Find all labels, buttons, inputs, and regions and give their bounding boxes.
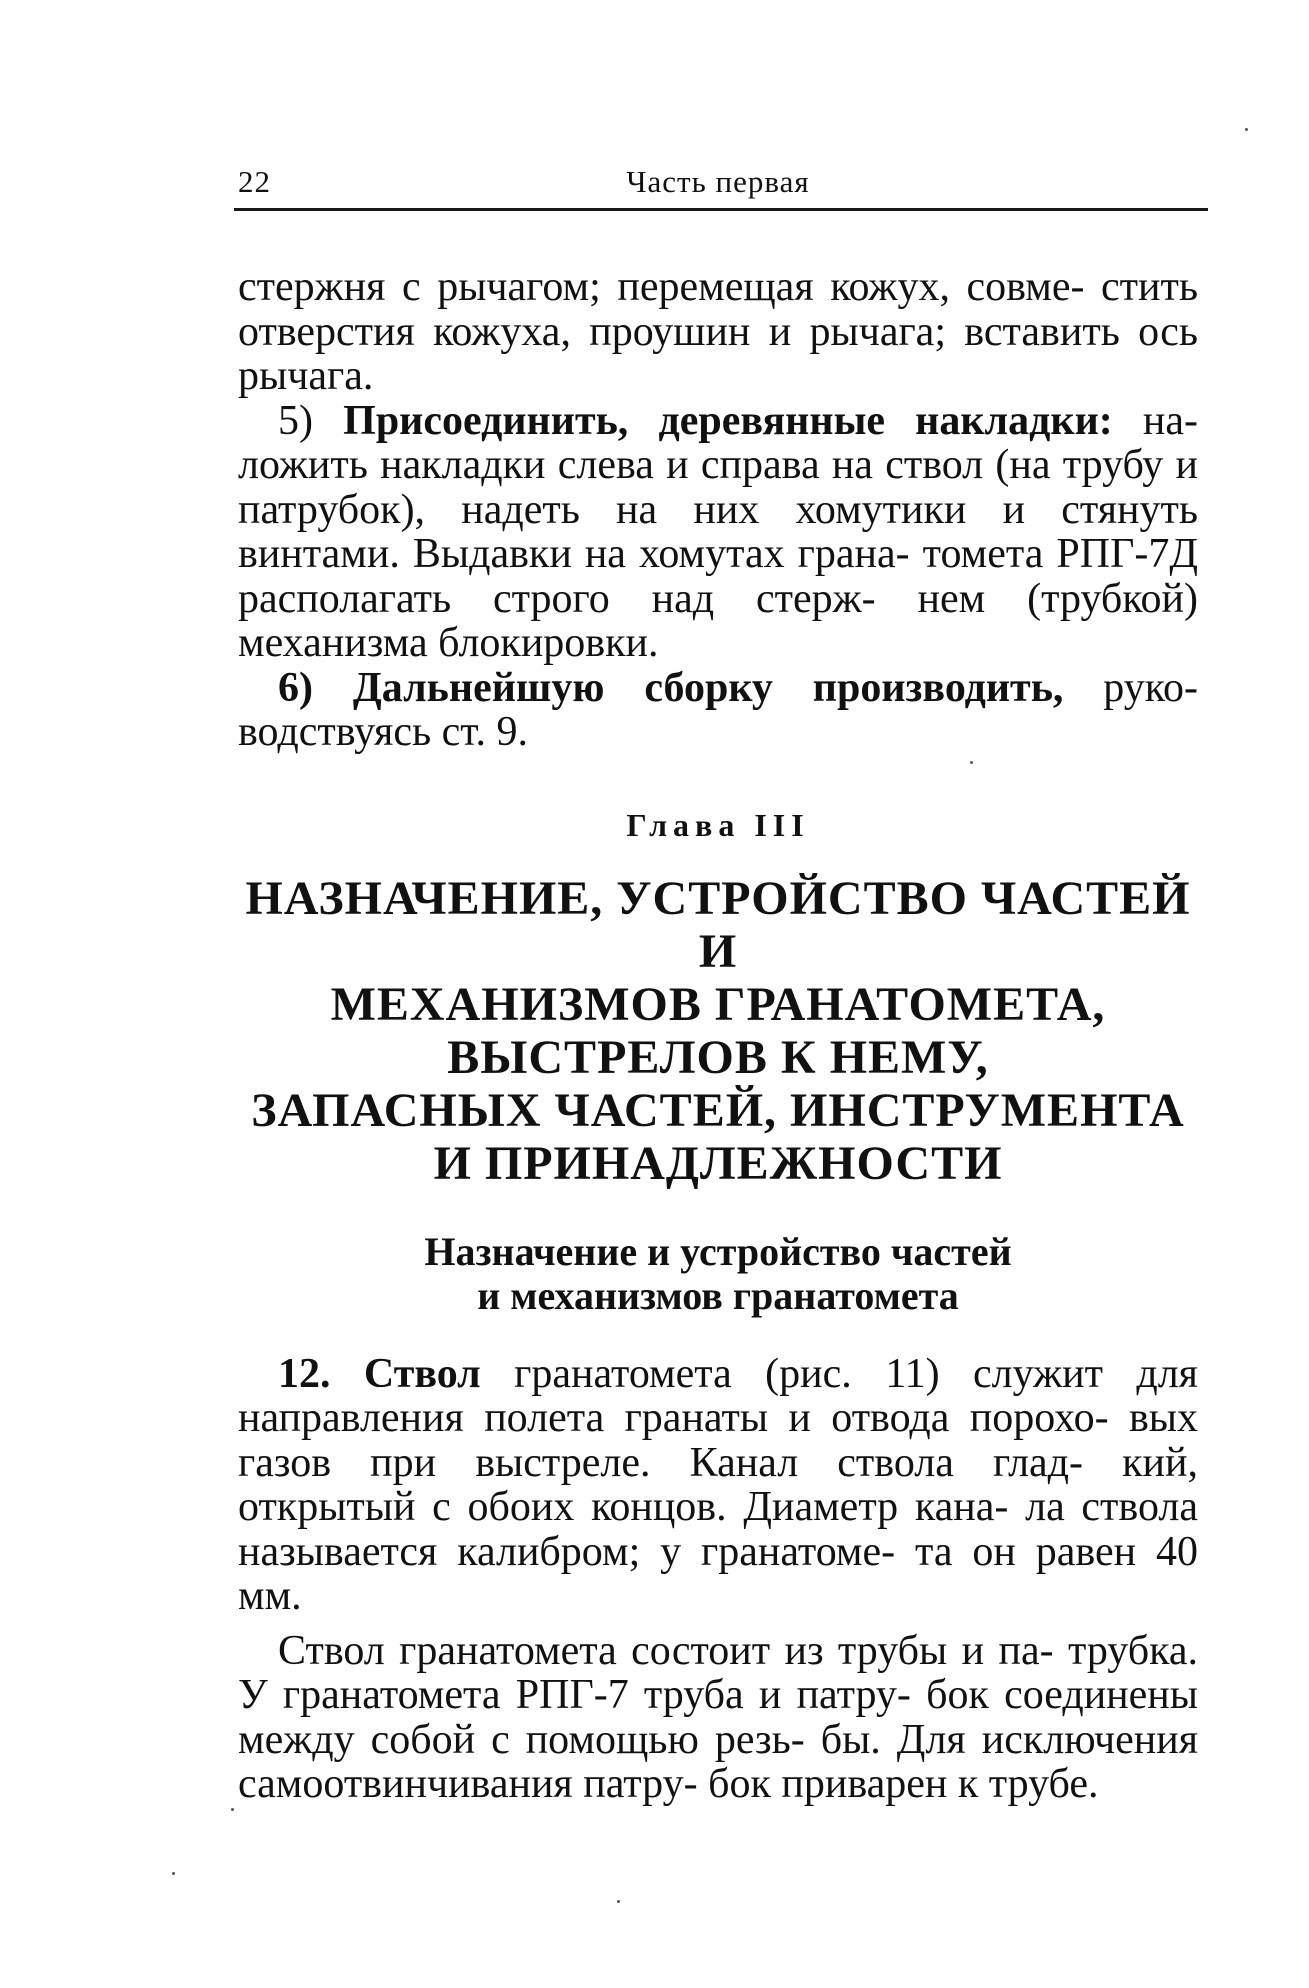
section-title (238, 1230, 1198, 1318)
text-line: трубка. У гранатомета РПГ-7 труба и патру- (238, 1627, 1198, 1718)
chapter-label: Глава III (626, 806, 810, 843)
paragraph-step-5 (238, 399, 1198, 666)
step-number: 5) (278, 397, 313, 444)
text-line: кий, открытый с обоих концов. Диаметр кана- (238, 1439, 1198, 1530)
text-line: руко- (1063, 664, 1198, 711)
step-heading: 6) Дальнейшую сборку производить, (278, 664, 1064, 711)
text-line: бы. Для исключения самоотвинчивания патру- (238, 1716, 1199, 1807)
section-text (238, 1352, 1198, 1807)
paragraph-step-6 (238, 666, 1198, 755)
section-title-line: Назначение и устройство частей (424, 1228, 1012, 1274)
page-number: 22 (238, 164, 271, 199)
text-line: трубу и патрубок), надеть на них хомутики и (238, 442, 1199, 533)
section-title-line: и механизмов гранатомета (477, 1272, 959, 1318)
scan-speck (970, 761, 973, 764)
running-head (238, 160, 1198, 200)
scan-speck (172, 1872, 175, 1875)
chapter-title-line: МЕХАНИЗМОВ ГРАНАТОМЕТА, (330, 977, 1106, 1031)
chapter-title-line: НАЗНАЧЕНИЕ, УСТРОЙСТВО ЧАСТЕЙ И (245, 871, 1191, 978)
book-page (238, 160, 1198, 1807)
text-line: та он равен 40 мм. (238, 1528, 1198, 1619)
step-heading: Присоединить, деревянные накладки: (343, 397, 1113, 444)
text-line: бок приварен к трубе. (708, 1761, 1099, 1807)
text-line: направления полета гранаты и отвода порохо- (238, 1395, 1109, 1441)
text-line: бок соединены между собой с помощью резь- (238, 1672, 1198, 1763)
paragraph-12 (238, 1352, 1198, 1619)
text-line: вставить ось рычага. (238, 308, 1198, 399)
chapter-title (238, 872, 1198, 1190)
scan-speck (1245, 128, 1248, 131)
paragraph-heading: 12. Ствол (278, 1350, 481, 1397)
text-line: гранатомета (рис. 11) служит для (480, 1350, 1198, 1397)
text-line: Ствол гранатомета состоит из трубы и па- (278, 1627, 1054, 1674)
chapter-title-line: ЗАПАСНЫХ ЧАСТЕЙ, ИНСТРУМЕНТА (251, 1083, 1185, 1137)
chapter-title-line: И ПРИНАДЛЕЖНОСТИ (433, 1136, 1003, 1190)
part-title: Часть первая (626, 164, 810, 199)
text-line: стержня с рычагом; перемещая кожух, совме- (238, 264, 1085, 310)
text-line: ла ствола называется калибром; у гранатоме- (238, 1484, 1198, 1575)
text-line: нем (трубкой) механизма блокировки. (238, 575, 1198, 666)
scan-speck (231, 1808, 234, 1811)
text-line: водствуясь ст. 9. (238, 709, 529, 755)
text-line: стить отверстия кожуха, проушин и рычага; (238, 264, 1198, 355)
text-line: на- (1112, 397, 1198, 444)
text-line: вых газов при выстреле. Канал ствола глад- (238, 1395, 1198, 1486)
header-rule (234, 208, 1208, 211)
text-line: ложить накладки слева и справа на ствол (на (238, 442, 1051, 488)
text-line: томета РПГ-7Д располагать строго над стерж- (238, 531, 1198, 622)
scan-speck (617, 1900, 620, 1903)
chapter-title-line: ВЫСТРЕЛОВ К НЕМУ, (447, 1030, 989, 1084)
intro-text (238, 265, 1198, 755)
paragraph-continued (238, 265, 1198, 399)
paragraph-barrel (238, 1629, 1198, 1807)
text-line: стянуть винтами. Выдавки на хомутах грана- (238, 486, 1198, 577)
